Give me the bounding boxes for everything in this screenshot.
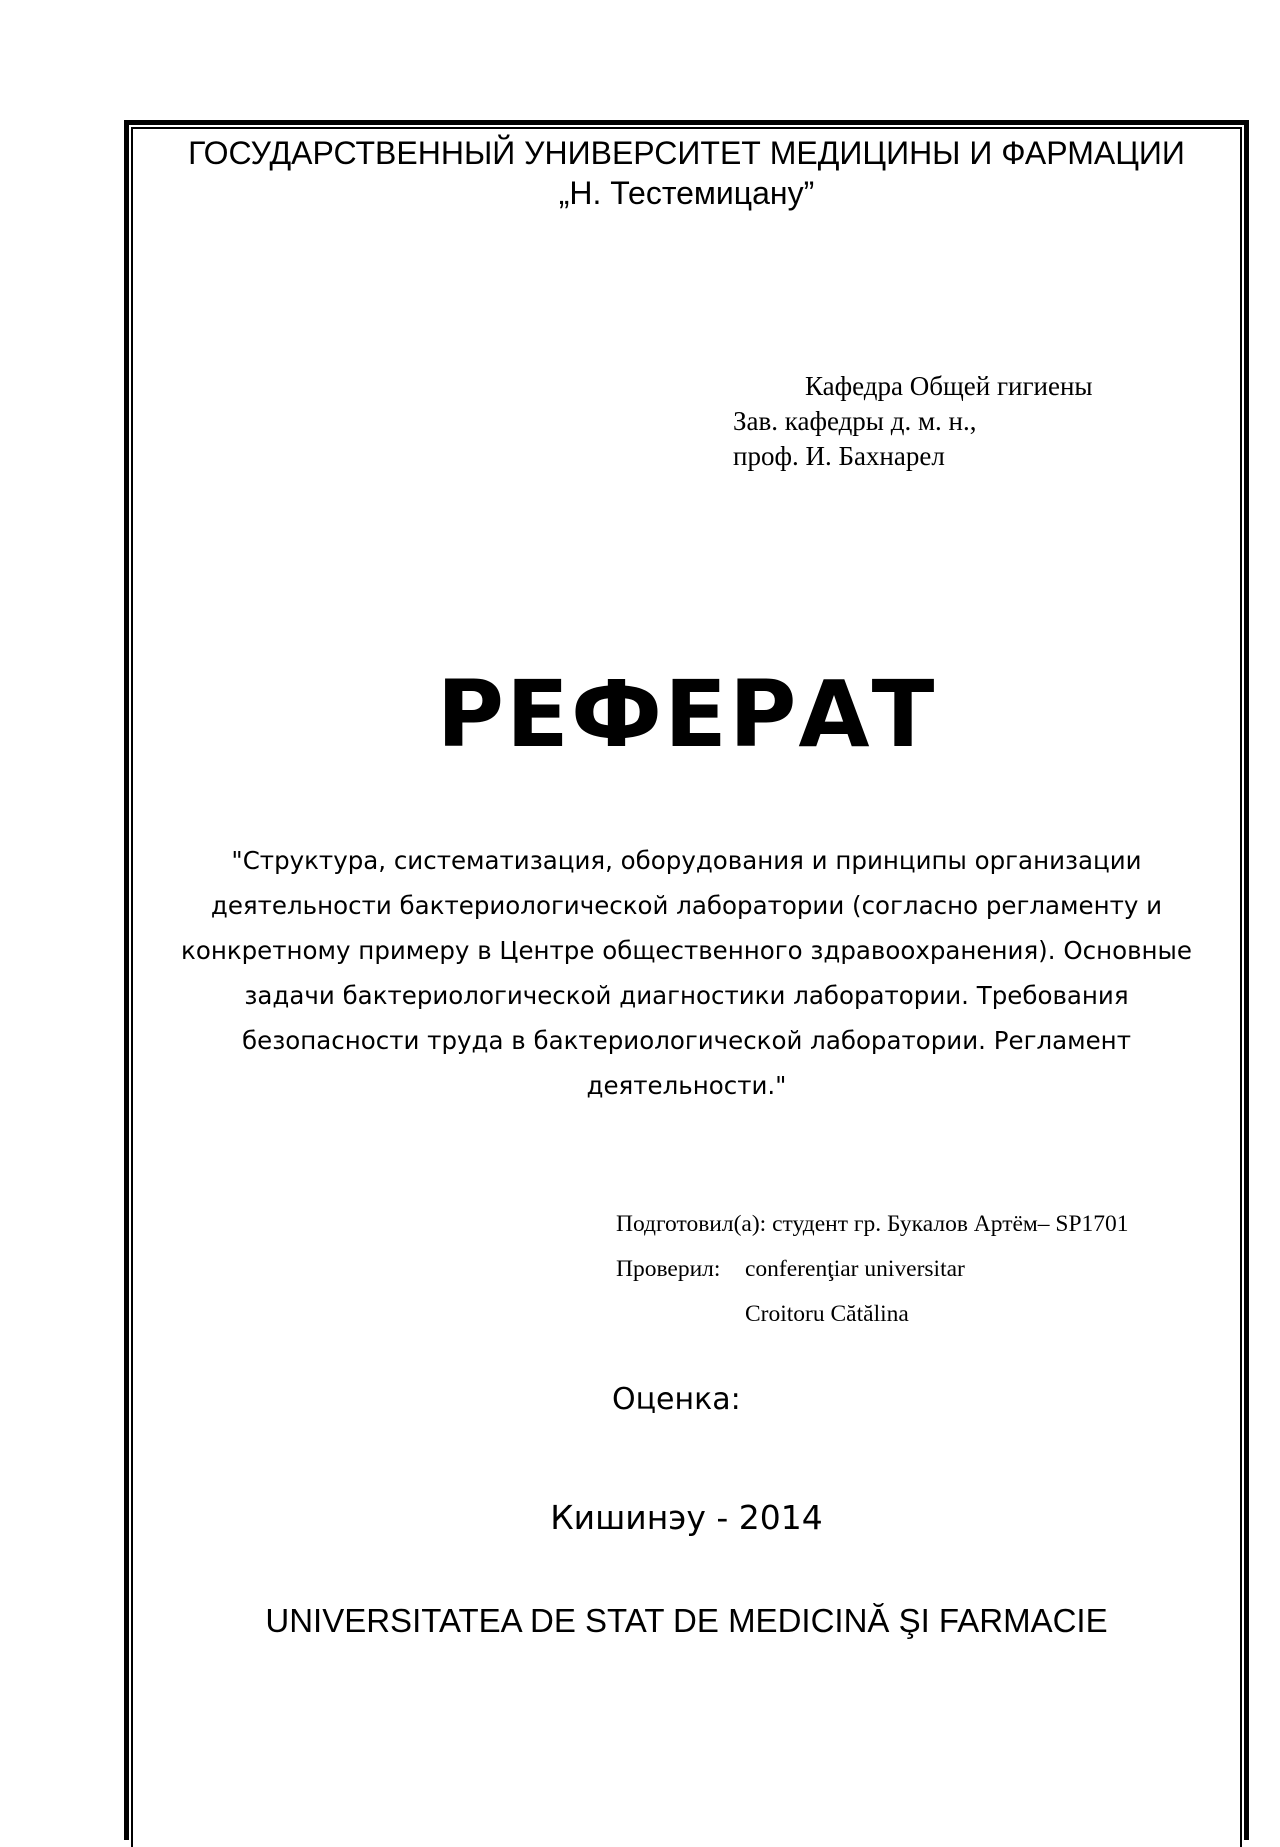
city-year: Кишинэу - 2014 xyxy=(550,1498,823,1537)
checked-label: Проверил: xyxy=(616,1256,721,1282)
grade-label: Оценка: xyxy=(612,1382,741,1417)
department-head-title: Зав. кафедры д. м. н., xyxy=(733,406,977,436)
university-name: ГОСУДАРСТВЕННЫЙ УНИВЕРСИТЕТ МЕДИЦИНЫ И ФАРМАЦИИ xyxy=(188,135,1185,171)
topic-text xyxy=(146,838,1227,1108)
topic-line: "Структура, систематизация, оборудования и принципы организации xyxy=(231,846,1142,875)
topic-line: задачи бактериологической диагностики лаборатории. Требования xyxy=(244,981,1129,1010)
topic-line: деятельности." xyxy=(586,1071,787,1100)
university-header xyxy=(136,133,1237,213)
topic-line: деятельности бактериологической лаборатории (согласно регламенту и xyxy=(210,891,1163,920)
topic-line: конкретному примеру в Центре общественного здравоохранения). Основные xyxy=(181,936,1192,965)
university-name-romanian: UNIVERSITATEA DE STAT DE MEDICINĂ ŞI FARMACIE xyxy=(265,1602,1108,1639)
topic-line: безопасности труда в бактериологической лаборатории. Регламент xyxy=(242,1026,1131,1055)
document-title: РЕФЕРАТ xyxy=(436,661,937,768)
checker-name: Croitoru Cătălina xyxy=(745,1301,909,1327)
department-head-name: проф. И. Бахнарел xyxy=(733,441,945,471)
department-name: Кафедра Общей гигиены xyxy=(805,371,1093,401)
checker-position: conferenţiar universitar xyxy=(745,1256,965,1282)
prepared-by: Подготовил(а): студент гр. Букалов Артём– SP1701 xyxy=(616,1211,1129,1237)
university-namesake: „Н. Тестемицану” xyxy=(558,175,815,211)
